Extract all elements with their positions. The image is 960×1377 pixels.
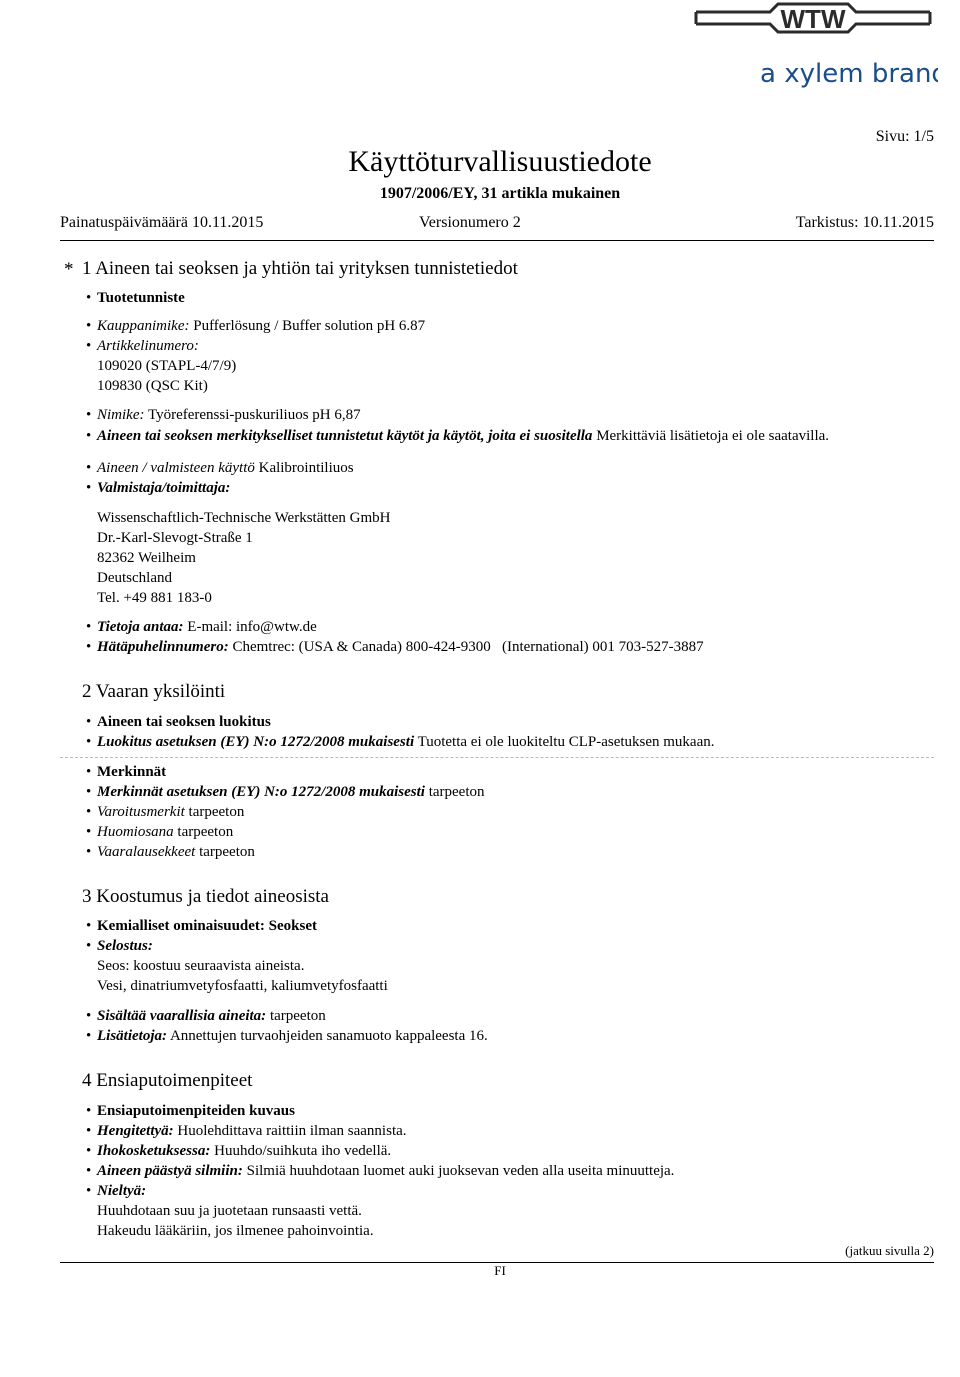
- hazardous-components-label: Sisältää vaarallisia aineita:: [97, 1008, 267, 1024]
- skin-contact-label: Ihokosketuksessa:: [97, 1143, 211, 1159]
- revision-date: Tarkistus: 10.11.2015: [795, 214, 934, 231]
- document-title: Käyttöturvallisuustiedote: [348, 145, 652, 178]
- supplier-country: Deutschland: [97, 570, 172, 586]
- article-number-label: • Artikkelinumero:: [97, 338, 199, 355]
- info-contact-row: [97, 619, 317, 636]
- first-aid-description: • Ensiaputoimenpiteiden kuvaus: [97, 1103, 295, 1120]
- section-1-heading: 1 Aineen tai seoksen ja yhtiön tai yrityksen tunnistetiedot: [82, 258, 518, 279]
- ingestion-line-2: Hakeudu lääkäriin, jos ilmenee pahoinvointia.: [97, 1223, 374, 1239]
- hazardous-components: tarpeeton: [269, 1008, 326, 1024]
- description-label: • Selostus:: [97, 938, 153, 955]
- clp-classification-row: [97, 734, 715, 751]
- inhalation: Huolehdittava raittiin ilman saannista.: [177, 1123, 407, 1139]
- product-name-label: Nimike:: [97, 407, 145, 423]
- supplier-city: 82362 Weilheim: [97, 550, 196, 566]
- supplier-name: Wissenschaftlich-Technische Werkstätten GmbH: [97, 510, 391, 526]
- additional-info-label: Lisätietoja:: [97, 1028, 167, 1044]
- trade-name-label: Kauppanimike:: [97, 318, 190, 334]
- skin-contact: Huuhdo/suihkuta iho vedellä.: [214, 1143, 392, 1159]
- chemical-characterization: • Kemialliset ominaisuudet: Seokset: [97, 918, 317, 935]
- skin-contact-row: [97, 1143, 391, 1160]
- description-line-1: Seos: koostuu seuraavista aineista.: [97, 958, 305, 974]
- identified-uses-text: Merkittäviä lisätietoja ei ole saatavilla.: [596, 428, 830, 444]
- usage: Kalibrointiliuos: [258, 460, 354, 476]
- inhalation-row: [97, 1123, 407, 1140]
- logo-tagline: a xylem brand: [760, 59, 938, 89]
- print-date: Painatuspäivämäärä 10.11.2015: [60, 214, 264, 231]
- logo-brand: WTW: [780, 4, 846, 34]
- hazard-statements-row: [97, 844, 255, 861]
- version-number: Versionumero 2: [419, 214, 521, 231]
- label-elements-heading: • Merkinnät: [97, 764, 166, 781]
- pictograms: tarpeeton: [188, 804, 245, 820]
- article-number-2: 109830 (QSC Kit): [97, 378, 208, 394]
- wtw-logo-graphic: [688, 0, 938, 90]
- usage-row: [97, 460, 354, 477]
- description-line-2: Vesi, dinatriumvetyfosfaatti, kaliumvetyfosfaatti: [97, 978, 388, 994]
- language-code: FI: [494, 1263, 506, 1278]
- product-name: Työreferenssi-puskuriliuos pH 6,87: [147, 407, 361, 423]
- signal-word-row: [97, 824, 233, 841]
- emergency-phone: Chemtrec: (USA & Canada) 800-424-9300 (International) 001 703-527-3887: [232, 639, 704, 655]
- pictograms-row: [97, 804, 244, 821]
- label-regulation: tarpeeton: [428, 784, 485, 800]
- label-regulation-label: Merkinnät asetuksen (EY) N:o 1272/2008 mukaisesti: [97, 784, 425, 800]
- pictograms-label: Varoitusmerkit: [97, 804, 185, 820]
- clp-classification: Tuotetta ei ole luokiteltu CLP-asetuksen mukaan.: [417, 734, 715, 750]
- header-rule: [60, 240, 934, 241]
- product-identifier-heading: • Tuotetunniste: [97, 290, 185, 307]
- regulation-subtitle: 1907/2006/EY, 31 artikla mukainen: [379, 185, 621, 202]
- additional-info-row: [97, 1028, 488, 1045]
- section-2-heading: 2 Vaaran yksilöinti: [82, 681, 226, 702]
- identified-uses-label: Aineen tai seoksen merkitykselliset tunnistetut käytöt ja käytöt, joita ei suositella: [97, 428, 593, 444]
- supplier-phone: Tel. +49 881 183-0: [97, 590, 212, 606]
- supplier-label: • Valmistaja/toimittaja:: [97, 480, 230, 497]
- wtw-logo: [688, 0, 938, 90]
- hazard-statements-label: Vaaralausekkeet: [97, 844, 196, 860]
- section-3-heading: 3 Koostumus ja tiedot aineosista: [82, 886, 329, 907]
- emergency-phone-row: [97, 639, 704, 656]
- label-regulation-row: [97, 784, 485, 801]
- section-2-divider: [60, 757, 934, 758]
- supplier-street: Dr.-Karl-Slevogt-Straße 1: [97, 530, 253, 546]
- signal-word-label: Huomiosana: [97, 824, 174, 840]
- product-name-row: [97, 407, 361, 424]
- info-contact-label: Tietoja antaa:: [97, 619, 184, 635]
- continued-note: (jatkuu sivulla 2): [845, 1243, 934, 1258]
- info-contact: E-mail: info@wtw.de: [187, 619, 317, 635]
- additional-info: Annettujen turvaohjeiden sanamuoto kappaleesta 16.: [169, 1028, 488, 1044]
- article-number-1: 109020 (STAPL-4/7/9): [97, 358, 237, 374]
- emergency-phone-label: Hätäpuhelinnumero:: [97, 639, 229, 655]
- inhalation-label: Hengitettyä:: [97, 1123, 174, 1139]
- eye-contact: Silmiä huuhdotaan luomet auki juoksevan veden alla useita minuutteja.: [246, 1163, 675, 1179]
- usage-label: Aineen / valmisteen käyttö: [97, 460, 255, 476]
- ingestion-label: • Nieltyä:: [97, 1183, 146, 1200]
- signal-word: tarpeeton: [177, 824, 234, 840]
- page-number: Sivu: 1/5: [875, 128, 934, 145]
- section-4-heading: 4 Ensiaputoimenpiteet: [82, 1070, 253, 1091]
- hazardous-components-row: [97, 1008, 326, 1025]
- classification-heading: • Aineen tai seoksen luokitus: [97, 714, 271, 731]
- trade-name-row: [97, 318, 425, 335]
- eye-contact-row: [97, 1163, 674, 1180]
- ingestion-line-1: Huuhdotaan suu ja juotetaan runsaasti vettä.: [97, 1203, 362, 1219]
- eye-contact-label: Aineen päästyä silmiin:: [97, 1163, 243, 1179]
- hazard-statements: tarpeeton: [199, 844, 255, 860]
- trade-name: Pufferlösung / Buffer solution pH 6.87: [193, 318, 426, 334]
- identified-uses-row: [97, 428, 829, 445]
- clp-classification-label: Luokitus asetuksen (EY) N:o 1272/2008 mukaisesti: [97, 734, 415, 750]
- change-mark: *: [64, 259, 74, 280]
